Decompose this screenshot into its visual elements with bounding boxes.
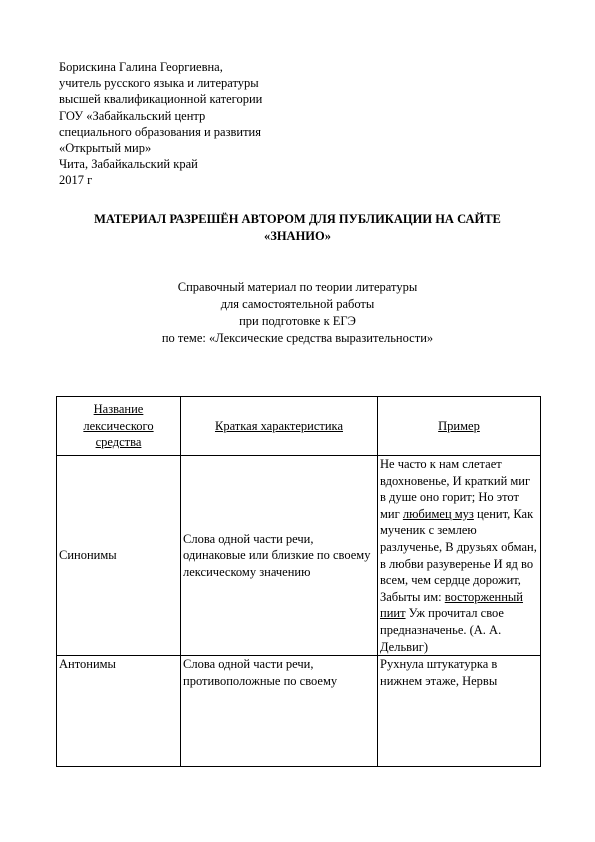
table-row — [57, 456, 541, 656]
material-subject — [40, 279, 555, 347]
table-row — [57, 656, 541, 767]
header-name: Название лексического средства — [83, 402, 154, 450]
author-line: специального образования и развития — [59, 124, 261, 139]
header-description: Краткая характеристика — [214, 418, 343, 433]
author-info — [59, 59, 262, 189]
author-line: Борискина Галина Георгиевна, — [59, 60, 223, 74]
device-description: Слова одной части речи, одинаковые или близкие по своему лексическому значению — [181, 456, 378, 656]
example-text: Не часто к нам слетает вдохновенье, И краткий миг в душе оно горит; Но этот миг — [380, 457, 531, 521]
header-example-cell — [378, 397, 541, 456]
author-line: учитель русского языка и литературы — [59, 76, 259, 91]
permission-line: «ЗНАНИО» — [263, 229, 332, 243]
author-line: 2017 г — [59, 173, 93, 188]
lexical-devices-table — [56, 396, 541, 767]
publication-permission — [40, 211, 555, 245]
example-text: Уж прочитал свое предназначенье. (А. А. Дельвиг) — [380, 606, 504, 654]
permission-line: МАТЕРИАЛ РАЗРЕШЁН АВТОРОМ ДЛЯ ПУБЛИКАЦИИ НА САЙТЕ — [94, 212, 501, 226]
header-description-cell — [181, 397, 378, 456]
subject-line: Справочный материал по теории литературы — [177, 280, 418, 294]
header-name-cell — [57, 397, 181, 456]
header-example: Пример — [438, 418, 480, 433]
subject-line: по теме: «Лексические средства выразительности» — [161, 331, 434, 345]
device-description: Слова одной части речи, противоположные по своему — [181, 656, 378, 767]
example-underlined: любимец муз — [402, 506, 474, 521]
author-line: «Открытый мир» — [59, 141, 152, 156]
example-underlined: восторженный пиит — [380, 589, 523, 621]
subject-line: при подготовке к ЕГЭ — [239, 314, 356, 328]
subject-line: для самостоятельной работы — [220, 297, 375, 311]
table-header-row — [57, 397, 541, 456]
author-line: Чита, Забайкальский край — [59, 157, 198, 172]
device-name: Антонимы — [57, 656, 181, 767]
example-text: ценит, Как мученик с землею разлученье, В друзьях обман, в любви разуверенье И яд во всем, чем сердце дорожит, Забыты им: — [380, 506, 537, 604]
device-example: Рухнула штукатурка в нижнем этаже, Нервы — [378, 656, 541, 767]
author-line: высшей квалификационной категории — [59, 92, 263, 107]
device-example — [378, 456, 541, 656]
author-line: ГОУ «Забайкальский центр — [59, 108, 206, 123]
device-name: Синонимы — [57, 456, 181, 656]
